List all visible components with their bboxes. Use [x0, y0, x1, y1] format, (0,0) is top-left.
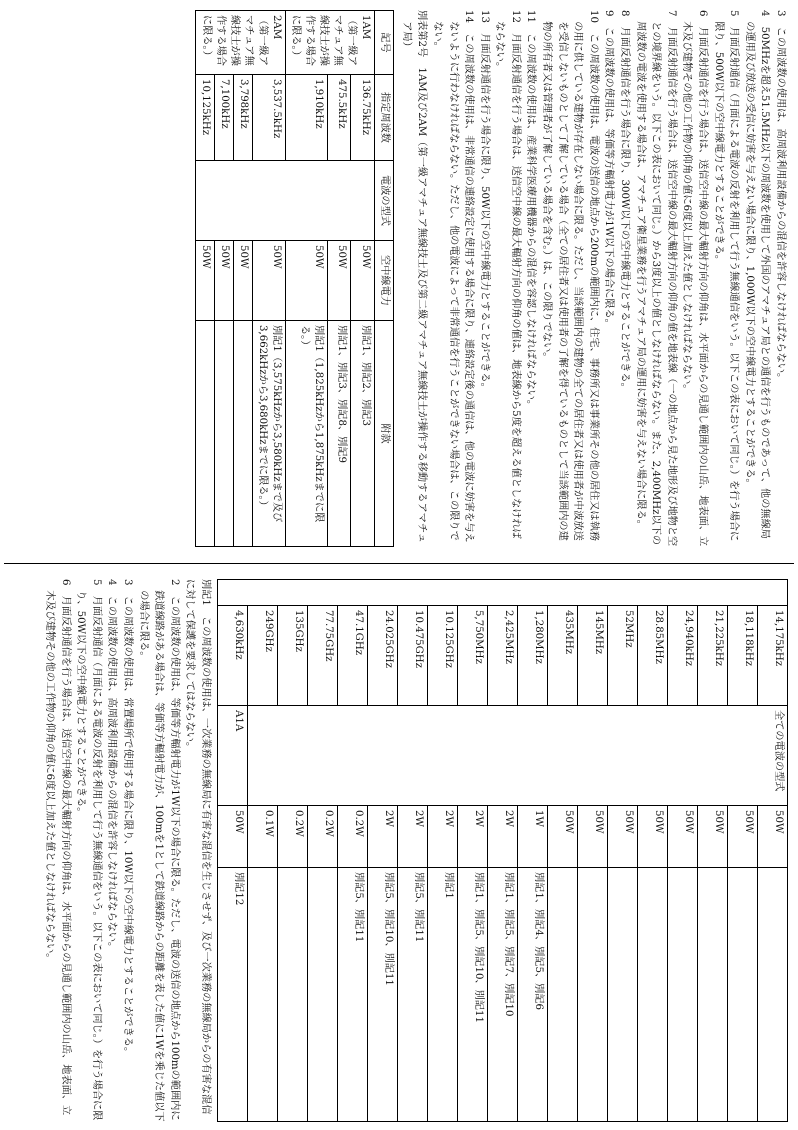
conditions-cell: 別記5、別記11	[338, 868, 368, 1122]
emission-type-cell: 全ての電波の型式	[248, 706, 788, 806]
conditions-cell	[278, 868, 308, 1122]
conditions-cell: 別記12	[218, 868, 248, 1122]
conditions-cell: 別記1（3,575kHzから3,580kHzまで及び3,662kHzから3,680kHzまでに限る。）	[253, 321, 286, 547]
symbol-cell: 1AM （第一級アマチュア無線技士が操作する場合に限る。）	[286, 11, 375, 75]
power-cell: 50W	[728, 806, 758, 868]
frequency-cell: 77.75GHz	[308, 606, 338, 706]
frequency-cell: 2,425MHz	[488, 606, 518, 706]
conditions-cell: 別記5、別記11	[398, 868, 428, 1122]
left-column	[0, 0, 798, 555]
note-12: 12 月面反射通信を行う場合は、送信空中線の最大輻射方向の仰角の値は、地表線から5度を超える値としなければならない。	[494, 10, 521, 539]
note-8: 8 月面反射通信を行う場合に限り、300W以下の空中線電力とすることができる。	[619, 10, 631, 393]
frequency-cell: 3,798kHz	[234, 75, 253, 161]
symbol-cell: 2AM （第一級アマチュア無線技士が操作する場合に限る。）	[196, 11, 286, 75]
conditions-cell: 別記1、別記2、別記3	[351, 321, 375, 547]
annex-note-3: 3 この周波数の使用は、常置場所で使用する場合に限り、10W以下の空中線電力とすることができる。	[122, 579, 134, 1058]
header-conditions: 附款	[375, 321, 394, 547]
conditions-cell	[548, 868, 578, 1122]
frequency-cell: 4,630kHz	[218, 606, 248, 706]
power-cell: 2W	[488, 806, 518, 868]
column-separator	[4, 563, 794, 564]
conditions-cell	[698, 868, 728, 1122]
table-row	[578, 580, 608, 1122]
note-11: 11 この周波数の使用は、産業科学医療用機器からの混信を容認しなければならない。	[525, 10, 537, 411]
table-row	[548, 580, 578, 1122]
symbol-cell	[218, 580, 788, 606]
conditions-cell	[248, 868, 278, 1122]
conditions-cell	[728, 868, 758, 1122]
power-cell: 2W	[428, 806, 458, 868]
frequency-table-body	[218, 580, 788, 1122]
table-row	[608, 580, 638, 1122]
table-row	[308, 580, 338, 1122]
table2-title: 別表第2号 1AM及び2AM（第一級アマチュア無線技士及び第二級アマチュア無線技士が操作する移動するアマチュア局）	[400, 10, 428, 543]
note-13: 13 月面反射通信を行う場合に限り、50W以下の空中線電力とすることができる。	[478, 10, 490, 393]
power-cell: 50W	[218, 806, 248, 868]
frequency-cell: 1,910kHz	[286, 75, 327, 161]
table-row	[398, 580, 428, 1122]
power-cell: 2W	[458, 806, 488, 868]
header-frequency: 指定周波数	[375, 75, 394, 161]
power-cell: 50W	[578, 806, 608, 868]
note-14: 14 この周波数の使用は、非常通信の連絡設定に使用する場合に限り、連絡設定後の通信は、他の電波に妨害を与えないように行わなければならない。ただし、他の電波によって非常通信を行うことができない場合は、この限りでない。	[431, 10, 475, 543]
note-3: 3 この周波数の使用は、高周波利用設備からの混信を許容しなければならない。	[775, 10, 786, 384]
note-7: 7 月面反射通信を行う場合は、送信空中線の最大輻射方向の仰角の値を地表線（一の地点から見た地形及び地物と空との境界線をいう。以下この表において同じ。）から3度以上の値としなければならない。また、2,400MHz以下の周波数の電波を使用する場合は、アマチュア衛星業務を行うアマチュア局の運用に妨害を与えない場合に限る。	[634, 10, 677, 547]
power-cell: 50W	[668, 806, 698, 868]
table-row	[428, 580, 458, 1122]
annex-note-2: 2 この周波数の使用は、等価等方輻射電力が1W以下の場合に限る。ただし、電波の送信の地点から100mの範囲内に鉄道線路がある場合は、等価等方輻射電力が、100mを1として鉄道線路からの距離を表した値に1Wを乗じた値以下の場合に限る。	[137, 579, 180, 1122]
emission-type-cell: A1A	[218, 706, 248, 806]
table-row	[215, 11, 234, 547]
power-cell: 2W	[398, 806, 428, 868]
conditions-cell: 別記1、別記5、別記7、別記10	[488, 868, 518, 1122]
power-cell: 50W	[234, 241, 253, 321]
table-2	[195, 10, 394, 547]
conditions-cell: 別記5、別記10、別記11	[368, 868, 398, 1122]
power-cell: 50W	[215, 241, 234, 321]
frequency-cell: 10.125GHz	[428, 606, 458, 706]
table-row	[248, 580, 278, 1122]
conditions-cell: 別記1（1,825kHzから1,875kHzまでに限る。）	[286, 321, 327, 547]
table-row	[351, 11, 375, 547]
power-cell: 50W	[698, 806, 728, 868]
conditions-cell	[668, 868, 698, 1122]
table-row	[668, 580, 698, 1122]
frequency-cell: 14,175kHz	[758, 606, 788, 706]
power-cell: 50W	[196, 241, 215, 321]
table-row	[638, 580, 668, 1122]
frequency-cell: 435MHz	[548, 606, 578, 706]
power-cell: 1W	[518, 806, 548, 868]
conditions-cell	[196, 321, 215, 547]
power-cell: 50W	[638, 806, 668, 868]
frequency-cell: 135GHz	[278, 606, 308, 706]
table-row	[698, 580, 728, 1122]
note-10: 10 この周波数の使用は、電波の送信の地点から200mの範囲内に、住宅、事務所又は事業所その他の居住又は執務の用に供している建物が存在しない場合に限る。ただし、当該範囲内の建物の全ての居住者又は使用者が中波放送を受信しないものとして了解している場合（全ての居住者又は使用者の了解を得ているものとして当該範囲内の建物の所有者又は管理者が了解している場合を含む。）は、この限りでない。	[541, 10, 599, 542]
conditions-cell	[234, 321, 253, 547]
conditions-cell: 別記1、別記3、別記8、別記9	[327, 321, 351, 547]
conditions-cell	[215, 321, 234, 547]
table-row	[728, 580, 758, 1122]
table-row	[278, 580, 308, 1122]
table-row	[368, 580, 398, 1122]
table-row	[196, 11, 215, 547]
power-cell: 0.2W	[278, 806, 308, 868]
frequency-cell: 3,537.5kHz	[253, 75, 286, 161]
annex-note-6: 6 月面反射通信を行う場合は、送信空中線の最大輻射方向の仰角は、水平面からの見通し範囲内の山岳、地表面、立木及び建物その他の工作物の仰角の値に6度以上加えた値としなければならない。	[44, 579, 71, 1116]
annex-note-5: 5 月面反射通信（月面による電波の反射を利用して行う無線通信をいう。以下この表において同じ。）を行う場合に限り、50W以下の空中線電力とすることができる。	[75, 579, 102, 1121]
power-cell: 50W	[608, 806, 638, 868]
table-header-row	[375, 11, 394, 547]
frequency-cell: 7,100kHz	[215, 75, 234, 161]
frequency-cell: 475.5kHz	[327, 75, 351, 161]
power-cell: 50W	[758, 806, 788, 868]
frequency-cell: 24,940kHz	[668, 606, 698, 706]
power-cell: 50W	[548, 806, 578, 868]
frequency-cell: 47.1GHz	[338, 606, 368, 706]
power-cell: 50W	[351, 241, 375, 321]
frequency-cell: 52MHz	[608, 606, 638, 706]
table-row	[488, 580, 518, 1122]
conditions-cell	[638, 868, 668, 1122]
power-cell: 0.2W	[308, 806, 338, 868]
power-cell: 2W	[368, 806, 398, 868]
table-row	[518, 580, 548, 1122]
notes-bottom	[41, 579, 213, 1122]
right-column	[0, 573, 798, 1130]
frequency-cell: 145MHz	[578, 606, 608, 706]
conditions-cell: 別記1、別記4、別記5、別記6	[518, 868, 548, 1122]
frequency-cell: 136.75kHz	[351, 75, 375, 161]
table-row	[458, 580, 488, 1122]
frequency-cell: 249GHz	[248, 606, 278, 706]
table-row	[218, 580, 248, 1122]
power-cell: 50W	[253, 241, 286, 321]
power-cell: 50W	[286, 241, 327, 321]
conditions-cell	[608, 868, 638, 1122]
notes-top	[429, 10, 788, 547]
conditions-cell	[308, 868, 338, 1122]
frequency-cell: 5,750MHz	[458, 606, 488, 706]
header-emission-type: 電波の型式	[375, 161, 394, 241]
annex-note-4: 4 この周波数の使用は、高周波利用設備からの混信を許容しなければならない。	[106, 579, 118, 953]
header-symbol: 記号	[375, 11, 394, 75]
frequency-cell: 10.475GHz	[398, 606, 428, 706]
note-5: 5 月面反射通信（月面による電波の反射を利用して行う無線通信をいう。以下この表において同じ。）を行う場合に限り、500W以下の空中線電力とすることができる。	[712, 10, 740, 542]
table-row	[327, 11, 351, 547]
conditions-cell	[578, 868, 608, 1122]
frequency-cell: 28.85MHz	[638, 606, 668, 706]
power-cell: 0.1W	[248, 806, 278, 868]
table-row	[234, 11, 253, 547]
table-row	[338, 580, 368, 1122]
frequency-cell: 1,280MHz	[518, 606, 548, 706]
table-row	[286, 11, 327, 547]
table-row	[253, 11, 286, 547]
conditions-cell	[758, 868, 788, 1122]
frequency-cell: 24.025GHz	[368, 606, 398, 706]
note-4: 4 50MHzを超え51.5MHz以下の周波数を使用して外国のアマチュア局との通信を行うものであって、他の無線局の運用及び放送の受信に妨害を与えない場合に限り、1,000W以下の空中線電力とすることができる。	[743, 10, 771, 539]
power-cell: 0.2W	[338, 806, 368, 868]
frequency-cell: 10,125kHz	[196, 75, 215, 161]
header-antenna-power: 空中線電力	[375, 241, 394, 321]
note-6: 6 月面反射通信を行う場合は、送信空中線の最大輻射方向の仰角は、水平面からの見通し範囲内の山岳、地表面、立木及び建物その他の工作物の仰角の値に6度以上加えた値としなければならない。	[681, 10, 709, 547]
frequency-cell: 18,118kHz	[728, 606, 758, 706]
annex-note-1: 別記1 この周波数の使用は、一次業務の無線局に有害な混信を生じさせず、及び一次業務の無線局からの有害な混信に対して保護を要求してはならない。	[184, 579, 211, 1115]
table-row	[758, 580, 788, 1122]
conditions-cell: 別記1、別記5、別記10、別記11	[458, 868, 488, 1122]
frequency-cell: 21,225kHz	[698, 606, 728, 706]
emission-type-cell	[196, 161, 375, 241]
power-cell: 50W	[327, 241, 351, 321]
frequency-table-continued	[217, 579, 788, 1122]
note-9: 9 この周波数の使用は、等価等方輻射電力が1W以下の場合に限る。	[603, 10, 615, 329]
conditions-cell: 別記1	[428, 868, 458, 1122]
